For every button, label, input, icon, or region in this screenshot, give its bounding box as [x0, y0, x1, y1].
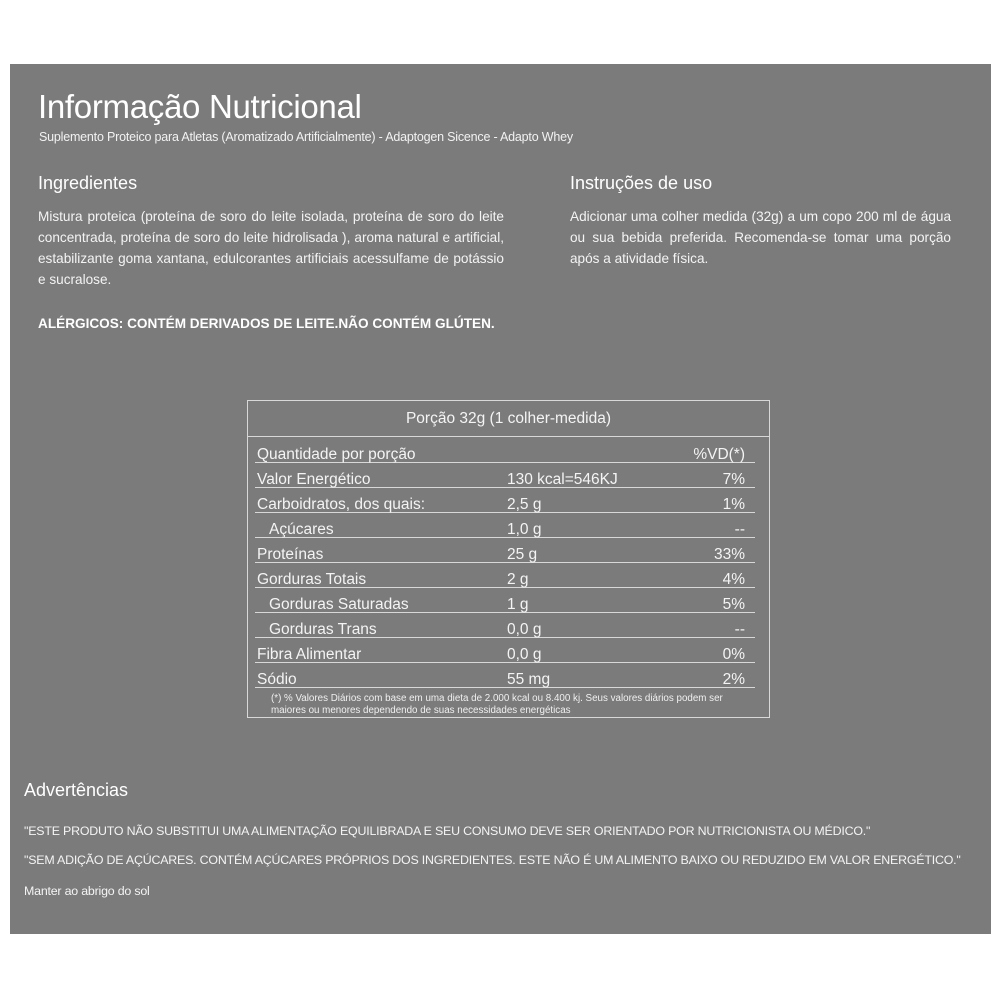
- nutrient-label: Açúcares: [269, 521, 334, 538]
- nutrient-dv: 0%: [722, 646, 745, 663]
- nutrient-label: Valor Energético: [257, 471, 371, 488]
- table-header-row: [255, 438, 755, 463]
- table-row: [255, 563, 755, 588]
- instructions-text: Adicionar uma colher medida (32g) a um copo 200 ml de água ou sua bebida preferida. Recomenda-se tomar uma porção após a atividade física.: [570, 209, 951, 266]
- table-row: [255, 638, 755, 663]
- table-row: [255, 613, 755, 638]
- table-row: [255, 513, 755, 538]
- nutrient-label: Sódio: [257, 671, 297, 688]
- nutrient-dv: 5%: [722, 596, 745, 613]
- nutrient-dv: --: [734, 621, 745, 638]
- portion-header: Porção 32g (1 colher-medida): [248, 401, 769, 437]
- nutrient-label: Gorduras Saturadas: [269, 596, 409, 613]
- table-row: [255, 488, 755, 513]
- warning-item: "ESTE PRODUTO NÃO SUBSTITUI UMA ALIMENTAÇÃO EQUILIBRADA E SEU CONSUMO DEVE SER ORIENTADO POR NUTRICIONISTA OU MÉDICO.": [24, 824, 871, 838]
- table-row: [255, 463, 755, 488]
- nutrient-value: 130 kcal=546KJ: [507, 471, 618, 488]
- warning-item: "SEM ADIÇÃO DE AÇÚCARES. CONTÉM AÇÚCARES PRÓPRIOS DOS INGREDIENTES. ESTE NÃO É UM ALIMENTO BAIXO OU REDUZIDO EM VALOR ENERGÉTICO.": [24, 853, 961, 867]
- nutrient-label: Fibra Alimentar: [257, 646, 362, 663]
- table-row: [255, 588, 755, 613]
- header-label: Quantidade por porção: [257, 446, 416, 463]
- header-dv: %VD(*): [693, 446, 745, 463]
- table-row: [255, 538, 755, 563]
- nutrient-label: Gorduras Totais: [257, 571, 367, 588]
- nutrient-label: Carboidratos, dos quais:: [257, 496, 426, 513]
- nutrient-value: 55 mg: [507, 671, 551, 688]
- table-row: [255, 663, 755, 688]
- instructions-heading: Instruções de uso: [570, 173, 713, 193]
- ingredients-heading: Ingredientes: [38, 173, 138, 193]
- nutrition-table: [247, 400, 770, 718]
- nutrient-value: 0,0 g: [507, 646, 542, 663]
- warnings-heading: Advertências: [24, 780, 129, 800]
- nutrient-dv: 33%: [713, 546, 745, 563]
- nutrient-value: 1,0 g: [507, 521, 542, 538]
- nutrient-dv: 4%: [722, 571, 745, 588]
- ingredients-text: Mistura proteica (proteína de soro do leite isolada, proteína de soro do leite concentrada, proteína de soro do leite hidrolisada ), aroma natural e artificial, estabilizante goma xantana, edulcorantes artificiais acessulfame de potássio e sucralose.: [38, 209, 504, 287]
- nutrition-info-panel: [10, 64, 991, 934]
- nutrient-label: Proteínas: [257, 546, 324, 563]
- page-title: Informação Nutricional: [38, 88, 362, 125]
- nutrient-dv: --: [734, 521, 745, 538]
- nutrient-dv: 7%: [722, 471, 745, 488]
- allergen-warning: ALÉRGICOS: CONTÉM DERIVADOS DE LEITE.NÃO CONTÉM GLÚTEN.: [38, 316, 495, 331]
- nutrient-value: 25 g: [507, 546, 538, 563]
- warning-item: Manter ao abrigo do sol: [24, 884, 150, 898]
- page-subtitle: Suplemento Proteico para Atletas (Aromatizado Artificialmente) - Adaptogen Sicence - Adapto Whey: [39, 130, 573, 144]
- table-footnote: (*) % Valores Diários com base em uma dieta de 2.000 kcal ou 8.400 kj. Seus valores diários podem ser maiores ou menores dependendo de suas necessidades energéticas: [271, 693, 723, 716]
- nutrient-value: 2 g: [507, 571, 529, 588]
- nutrient-value: 1 g: [507, 596, 529, 613]
- nutrient-value: 2,5 g: [507, 496, 542, 513]
- nutrient-dv: 1%: [722, 496, 745, 513]
- nutrient-label: Gorduras Trans: [269, 621, 377, 638]
- nutrient-value: 0,0 g: [507, 621, 542, 638]
- nutrient-dv: 2%: [722, 671, 745, 688]
